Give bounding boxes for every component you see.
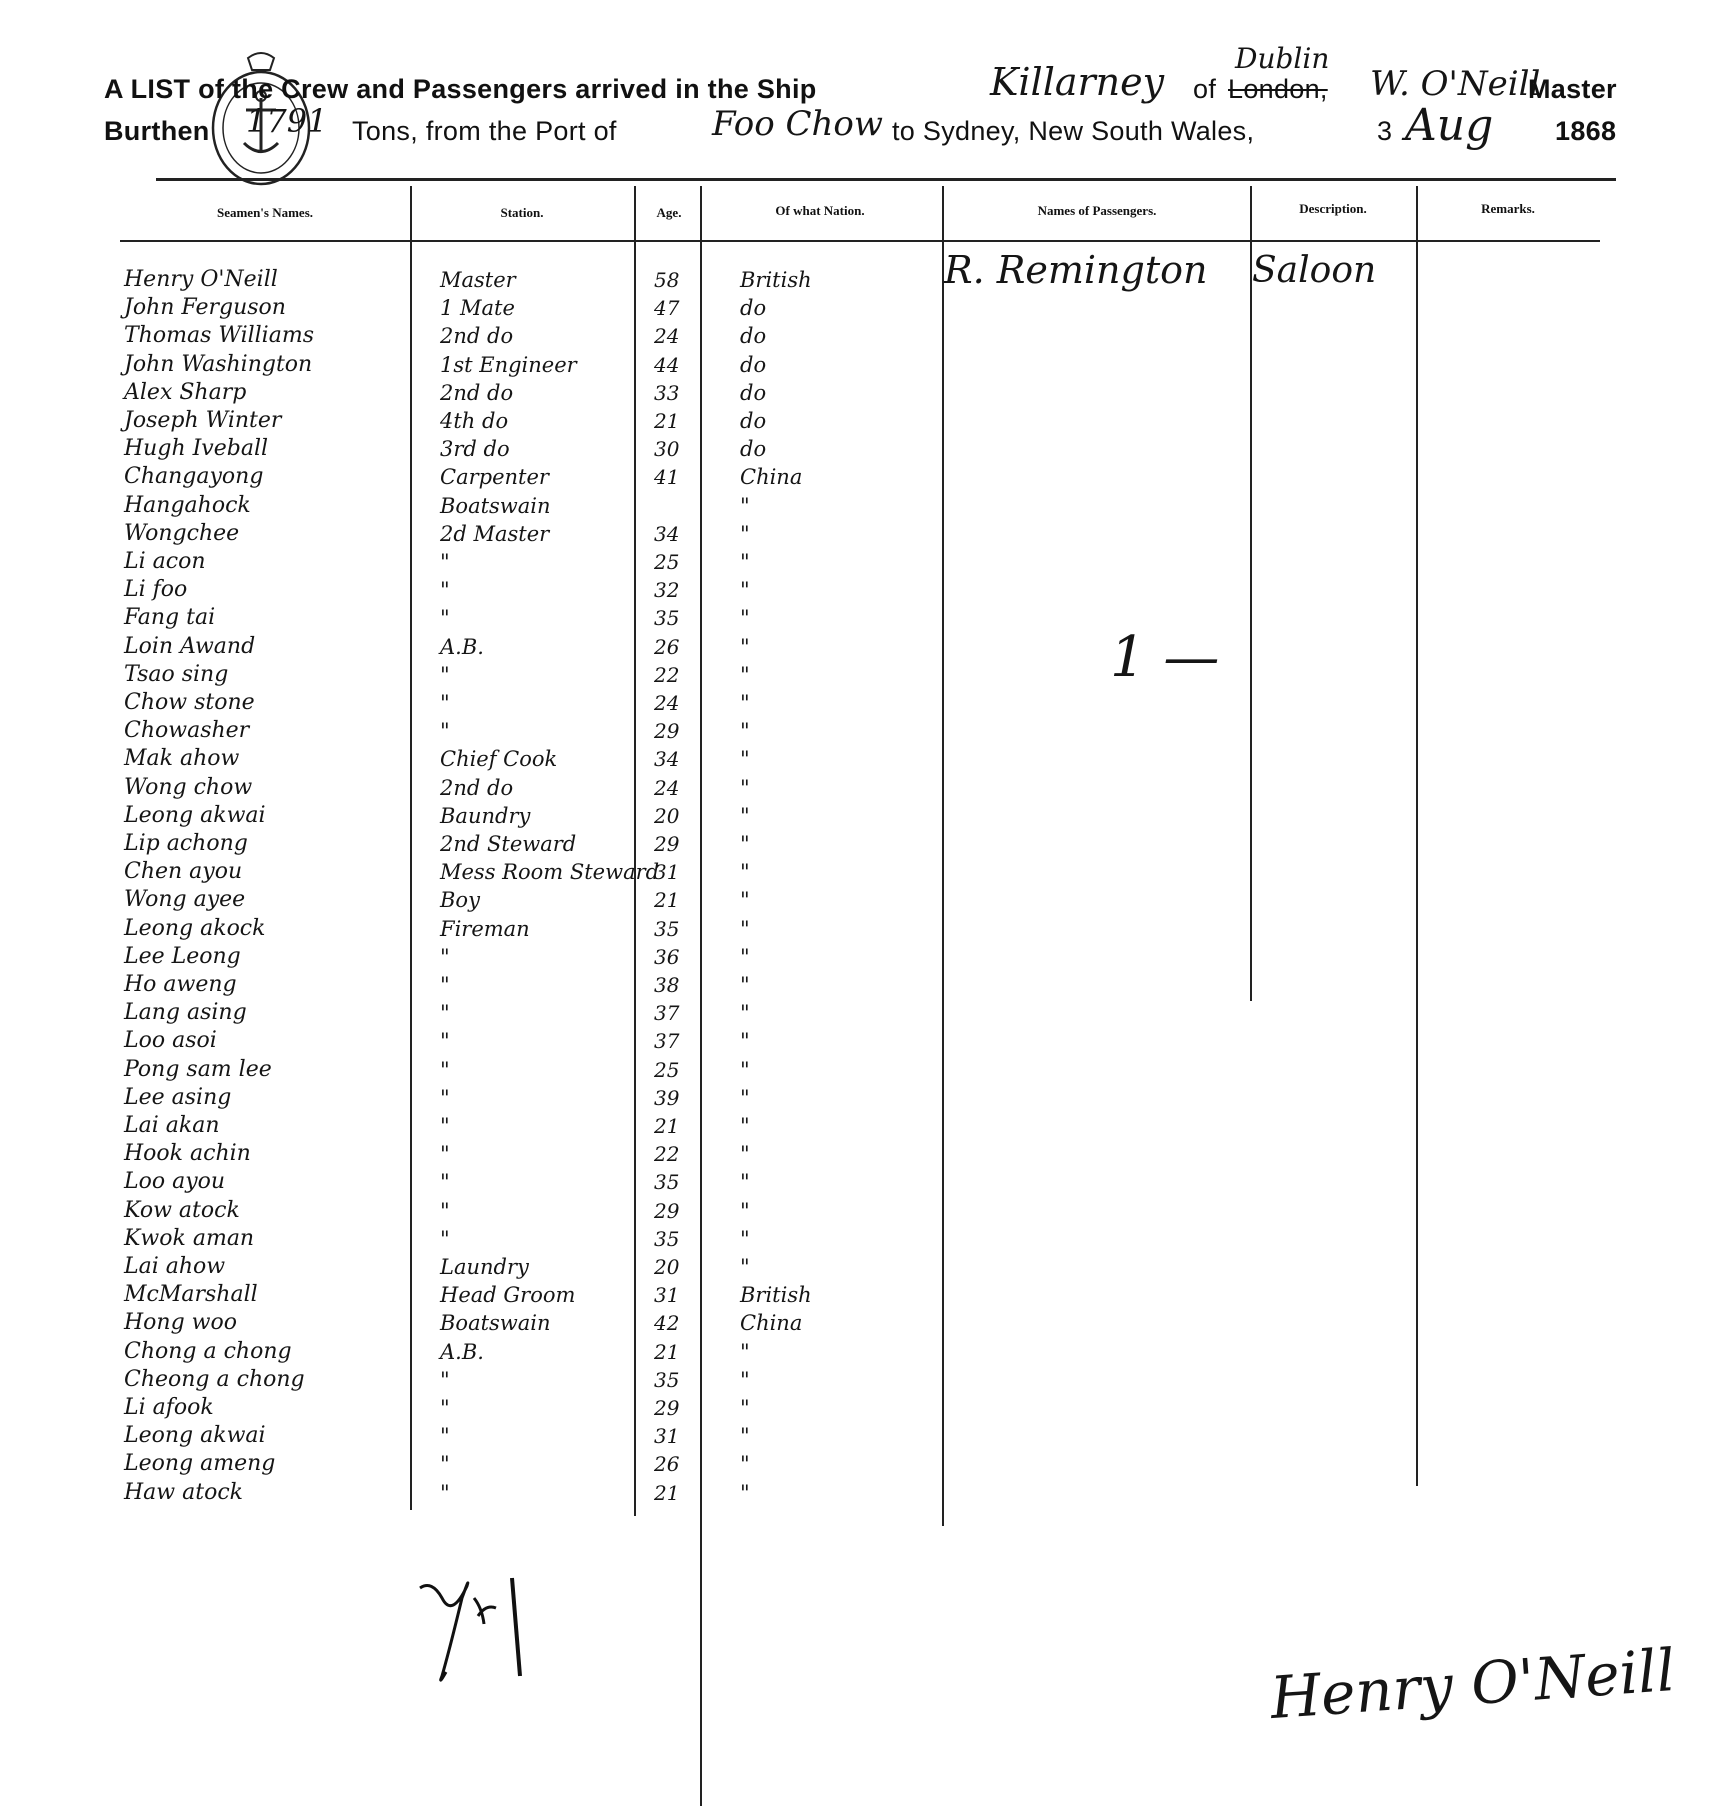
crew-name: Hangahock <box>124 492 251 518</box>
crew-nation: China <box>740 465 803 490</box>
crew-name: Joseph Winter <box>124 408 282 433</box>
heading-line-1 <box>104 74 817 105</box>
crew-name: Lip achong <box>124 831 248 856</box>
rule-description-left <box>1250 186 1252 1001</box>
master-signature: Henry O'Neill <box>1268 1635 1678 1733</box>
crew-nation: " <box>740 1255 750 1279</box>
crew-name: Hong woo <box>124 1310 237 1336</box>
crew-nation: " <box>740 1339 750 1364</box>
crew-nation: " <box>740 606 750 631</box>
crew-age: 21 <box>654 409 680 433</box>
crew-nation: " <box>740 888 750 913</box>
crew-station: A.B. <box>440 1339 484 1364</box>
crew-name: Leong akock <box>124 915 266 941</box>
crew-age: 24 <box>654 775 680 800</box>
heading-from-port: Tons, from the Port of <box>352 116 617 146</box>
crew-age: 30 <box>654 437 680 462</box>
crew-age: 42 <box>654 1311 680 1336</box>
crew-age: 29 <box>654 832 680 856</box>
arrival-day: 3 <box>1377 116 1393 146</box>
crew-age: 34 <box>654 747 680 772</box>
crew-station: " <box>440 1424 450 1449</box>
crew-age: 41 <box>654 465 680 490</box>
crew-age: 37 <box>654 1029 680 1054</box>
crew-name: Fang tai <box>124 605 216 631</box>
col-seamen-names: Seamen's Names. <box>216 205 314 220</box>
crew-name: Lee asing <box>124 1084 232 1110</box>
crew-station: Boy <box>440 888 480 913</box>
crew-station: Fireman <box>440 916 530 941</box>
crew-nation: " <box>740 1424 750 1449</box>
crew-nation: British <box>740 1283 812 1308</box>
rule-station-left <box>410 186 412 1510</box>
crew-name: Mak ahow <box>124 746 240 772</box>
crew-nation: " <box>740 747 750 772</box>
crew-name: Lai akan <box>124 1113 220 1138</box>
crew-age: 21 <box>654 1339 680 1364</box>
crew-station: " <box>440 1057 450 1082</box>
crew-station: 2nd do <box>440 324 514 349</box>
crew-station: " <box>440 1198 450 1223</box>
crew-age: 24 <box>654 691 680 715</box>
crew-station: Carpenter <box>440 465 549 490</box>
crew-nation: " <box>740 521 750 546</box>
crew-name: Li acon <box>124 549 206 574</box>
crew-age: 20 <box>654 803 680 828</box>
crew-name: Li foo <box>124 577 188 603</box>
crew-station: 2nd do <box>440 775 514 800</box>
col-remarks: Remarks. <box>1481 201 1535 216</box>
crew-age: 31 <box>654 860 680 885</box>
crew-station: 1st Engineer <box>440 352 577 377</box>
crew-name: Lee Leong <box>124 943 241 969</box>
crew-station: " <box>440 1114 450 1138</box>
crew-nation: do <box>740 380 767 405</box>
crew-station: " <box>440 1480 450 1505</box>
crew-station: Laundry <box>440 1255 529 1279</box>
crew-age: 44 <box>654 352 680 377</box>
crew-station: " <box>440 944 450 969</box>
crew-station: " <box>440 691 450 715</box>
crew-age: 26 <box>654 634 680 659</box>
crew-station: Head Groom <box>440 1283 576 1308</box>
crew-name: McMarshall <box>124 1282 258 1308</box>
crew-age: 29 <box>654 719 680 744</box>
crew-nation: " <box>740 973 750 997</box>
crew-age: 58 <box>654 268 680 292</box>
crew-name: Leong akwai <box>124 802 266 828</box>
crew-age: 34 <box>654 521 680 546</box>
crew-nation: " <box>740 719 750 744</box>
crew-name: Hugh Iveball <box>124 436 269 462</box>
crew-name: Chen ayou <box>124 859 243 885</box>
heading-list-text: A LIST of the Crew and Passengers arrived in the Ship <box>104 74 817 104</box>
arrival-year: 1868 <box>1555 116 1617 146</box>
crew-station: " <box>440 719 450 744</box>
crew-age: 38 <box>654 973 680 997</box>
crew-nation: " <box>740 691 750 715</box>
crew-nation: " <box>740 1001 750 1026</box>
col-description: Description. <box>1299 201 1367 216</box>
crew-nation: " <box>740 1142 750 1167</box>
crew-nation: " <box>740 803 750 828</box>
crew-age: 32 <box>654 578 680 603</box>
rule-nation-left <box>700 186 702 1806</box>
crew-station: A.B. <box>440 634 484 659</box>
col-age: Age. <box>656 205 682 220</box>
crew-name: Leong akwai <box>124 1423 266 1449</box>
crew-station: " <box>440 1029 450 1054</box>
crew-age: 35 <box>654 1367 680 1392</box>
crew-age: 22 <box>654 1142 680 1167</box>
crew-name: Henry O'Neill <box>124 267 278 292</box>
burthen-tons: 1791 <box>246 102 328 140</box>
crew-nation: do <box>740 324 767 349</box>
crew-nation: " <box>740 832 750 856</box>
crew-station: " <box>440 550 450 574</box>
col-station: Station. <box>500 205 544 220</box>
crew-station: Master <box>440 268 516 292</box>
crew-name: Wong chow <box>124 774 253 800</box>
crew-name: Chow stone <box>124 690 255 715</box>
crew-nation: " <box>740 944 750 969</box>
crew-name: Lai ahow <box>124 1254 226 1279</box>
crew-nation: " <box>740 860 750 885</box>
crew-nation: " <box>740 916 750 941</box>
crew-nation: British <box>740 268 812 292</box>
crew-age: 35 <box>654 606 680 631</box>
col-nation: Of what Nation. <box>775 203 865 218</box>
crew-station: " <box>440 1396 450 1420</box>
crew-station: 4th do <box>440 409 509 433</box>
crew-age: 29 <box>654 1396 680 1420</box>
crew-name: Changayong <box>124 464 264 490</box>
crew-station: Mess Room Steward <box>440 860 660 885</box>
crew-station: Boatswain <box>440 1311 551 1336</box>
passenger-name: R. Remington <box>944 248 1208 292</box>
crew-nation: " <box>740 1226 750 1251</box>
crew-nation: " <box>740 634 750 659</box>
crew-age: 21 <box>654 1480 680 1505</box>
crew-nation: " <box>740 775 750 800</box>
crew-age: 26 <box>654 1452 680 1477</box>
crew-station: 2nd Steward <box>440 832 577 856</box>
crew-name: Wongchee <box>124 520 240 546</box>
rule-remarks-left <box>1416 186 1418 1486</box>
crew-age: 36 <box>654 944 680 969</box>
crew-nation: do <box>740 296 767 321</box>
crew-nation: " <box>740 1367 750 1392</box>
crew-name: Ho aweng <box>124 972 237 997</box>
crew-station: Boatswain <box>440 493 551 518</box>
crew-age: 35 <box>654 1226 680 1251</box>
crew-station: " <box>440 1142 450 1167</box>
from-port: Foo Chow <box>712 104 883 144</box>
crew-age: 24 <box>654 324 680 349</box>
crew-nation: " <box>740 578 750 603</box>
crew-nation: " <box>740 1085 750 1110</box>
crew-name: Tsao sing <box>124 661 229 687</box>
crew-nation: do <box>740 409 767 433</box>
header-top-rule <box>156 178 1616 181</box>
crew-nation: " <box>740 1170 750 1195</box>
crew-nation: " <box>740 1198 750 1223</box>
crew-age: 20 <box>654 1255 680 1279</box>
crew-name: Kow atock <box>124 1197 240 1223</box>
heading-burthen: Burthen <box>104 116 210 146</box>
crew-nation: China <box>740 1311 803 1336</box>
crew-station: " <box>440 1085 450 1110</box>
heading-master: Master <box>1528 74 1617 104</box>
crew-nation: " <box>740 1396 750 1420</box>
crew-name: John Ferguson <box>124 295 286 321</box>
passenger-description: Saloon <box>1252 250 1377 291</box>
crew-station: 2nd do <box>440 380 514 405</box>
rule-passengers-left <box>942 186 944 1526</box>
crew-station: " <box>440 578 450 603</box>
crew-nation: do <box>740 437 767 462</box>
crew-age: 35 <box>654 1170 680 1195</box>
crew-age: 35 <box>654 916 680 941</box>
crew-age: 25 <box>654 550 680 574</box>
crew-age: 21 <box>654 888 680 913</box>
crew-age: 25 <box>654 1057 680 1082</box>
tally-mark: 1 — <box>1110 625 1220 690</box>
crew-name: Leong ameng <box>124 1451 276 1477</box>
crew-age: 22 <box>654 662 680 687</box>
crew-name: Lang asing <box>124 1000 247 1026</box>
crew-station: 2d Master <box>440 521 550 546</box>
crew-nation: " <box>740 1057 750 1082</box>
crew-name: Thomas Williams <box>124 323 314 349</box>
crew-station: " <box>440 662 450 687</box>
crew-station: " <box>440 1170 450 1195</box>
crew-name: Cheong a chong <box>124 1366 305 1392</box>
crew-station: " <box>440 973 450 997</box>
crew-station: " <box>440 1001 450 1026</box>
crew-nation: " <box>740 662 750 687</box>
crew-nation: do <box>740 352 767 377</box>
crew-name: Loo ayou <box>124 1169 226 1195</box>
port-struck: London, <box>1228 74 1328 104</box>
crew-station: " <box>440 1226 450 1251</box>
crew-age: 29 <box>654 1198 680 1223</box>
crew-nation: " <box>740 550 750 574</box>
crew-nation: " <box>740 1029 750 1054</box>
crew-station: " <box>440 1367 450 1392</box>
crew-station: Chief Cook <box>440 747 558 772</box>
crew-nation: " <box>740 1480 750 1505</box>
crew-age: 47 <box>654 296 680 321</box>
crew-station: " <box>440 1452 450 1477</box>
crew-name: Wong ayee <box>124 887 246 913</box>
arrival-month: Aug <box>1405 100 1494 151</box>
crew-station: " <box>440 606 450 631</box>
crew-name: Haw atock <box>124 1479 243 1505</box>
heading-to-sydney: to Sydney, New South Wales, <box>892 116 1255 146</box>
crew-age: 33 <box>654 380 680 405</box>
crew-age: 31 <box>654 1424 680 1449</box>
crew-name: John Washington <box>124 351 313 377</box>
col-passengers: Names of Passengers. <box>1037 203 1157 218</box>
crew-name: Kwok aman <box>124 1225 255 1251</box>
port-written: Dublin <box>1235 42 1330 75</box>
crew-age: 31 <box>654 1283 680 1308</box>
crew-name: Hook achin <box>124 1141 251 1167</box>
crew-name: Alex Sharp <box>124 379 247 405</box>
heading-of: of <box>1193 74 1217 104</box>
crew-name: Li afook <box>124 1395 214 1420</box>
ship-name: Killarney <box>990 60 1165 104</box>
crew-name: Chong a chong <box>124 1338 292 1364</box>
crew-age: 39 <box>654 1085 680 1110</box>
master-name: W. O'Neill <box>1370 64 1541 104</box>
crew-name: Loin Awand <box>124 633 256 659</box>
crew-name: Loo asoi <box>124 1028 217 1054</box>
crew-age: 37 <box>654 1001 680 1026</box>
clerk-initials-mark <box>412 1568 532 1688</box>
header-bottom-rule <box>120 240 1600 242</box>
crew-station: 3rd do <box>440 437 510 462</box>
rule-age-left <box>634 186 636 1516</box>
crew-nation: " <box>740 1452 750 1477</box>
crew-nation: " <box>740 1114 750 1138</box>
crew-name: Pong sam lee <box>124 1056 272 1082</box>
crew-station: 1 Mate <box>440 296 515 321</box>
crew-name: Chowasher <box>124 718 250 744</box>
crew-station: Baundry <box>440 803 531 828</box>
crew-nation: " <box>740 493 750 518</box>
crew-age: 21 <box>654 1114 680 1138</box>
